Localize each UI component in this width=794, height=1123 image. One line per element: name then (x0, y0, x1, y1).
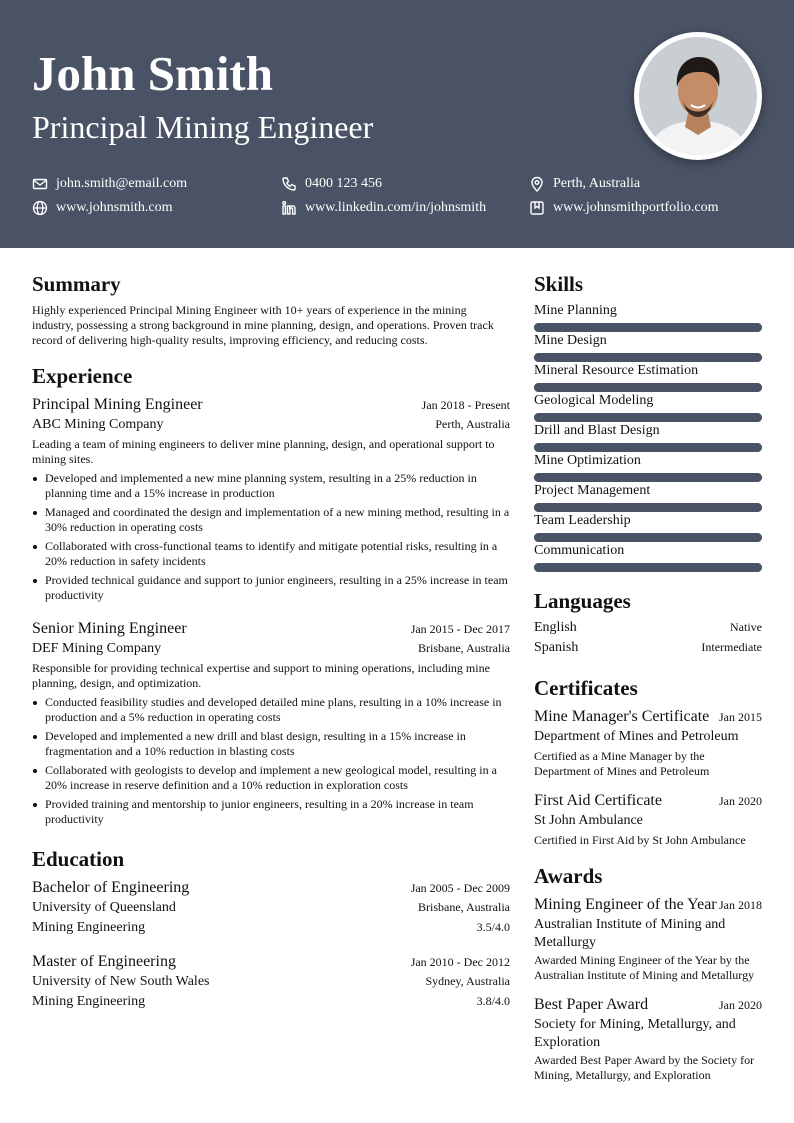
skill-fill (534, 503, 762, 512)
job-2-bullets (32, 695, 510, 831)
skill-bar (534, 443, 762, 452)
list-item: Provided training and mentorship to junior engineers, resulting in a 20% increase in team productivity (32, 797, 510, 827)
award-2-header (534, 995, 762, 1015)
award-1-header (534, 895, 762, 915)
award-name: Mining Engineer of the Year (534, 896, 717, 913)
skill-bar (534, 353, 762, 362)
portfolio-icon (529, 200, 545, 216)
contact-email[interactable] (32, 175, 187, 193)
edu-school: University of New South Wales (32, 974, 210, 989)
edu-school: University of Queensland (32, 900, 176, 915)
job-1-bullets (32, 471, 510, 607)
edu-2-field-row (32, 993, 510, 1011)
contact-linkedin-text: www.linkedin.com/in/johnsmith (305, 200, 487, 215)
skill-label: Mine Planning (534, 303, 617, 318)
skill-label: Mineral Resource Estimation (534, 363, 699, 378)
mail-icon (32, 176, 48, 192)
job-company: DEF Mining Company (32, 641, 162, 656)
edu-location: Sydney, Australia (425, 974, 510, 988)
contact-email-text: john.smith@email.com (56, 176, 188, 191)
edu-gpa: 3.5/4.0 (476, 920, 510, 934)
cert-date: Jan 2020 (719, 794, 762, 808)
skill-label: Team Leadership (534, 513, 631, 528)
cert-issuer: St John Ambulance (534, 813, 643, 828)
language-level: Native (730, 620, 762, 634)
skill-label: Mine Optimization (534, 453, 641, 468)
candidate-title: Principal Mining Engineer (32, 109, 374, 145)
job-location: Perth, Australia (435, 417, 510, 431)
skill-fill (534, 413, 762, 422)
languages-heading: Languages (534, 589, 631, 613)
job-role: Senior Mining Engineer (32, 620, 187, 637)
job-1-header (32, 395, 510, 415)
job-2-company-row (32, 640, 510, 658)
summary-text: Highly experienced Principal Mining Engineer with 10+ years of experience in the mining industry, possessing a strong background in mine planning, design, and operations. Proven track record of delivering high-quality results, improving efficiency, and reducing costs. (32, 303, 494, 347)
skill-bar (534, 533, 762, 542)
award-description: Awarded Best Paper Award by the Society for Mining, Metallurgy, and Exploration (534, 1053, 755, 1082)
list-item: Developed and implemented a new mine planning system, resulting in a 25% reduction in planning time and a 15% increase in production (32, 471, 510, 501)
list-item: Collaborated with geologists to develop and implement a new geological model, resulting in a 20% increase in reserve definition and a 10% reduction in exploration costs (32, 763, 510, 793)
edu-location: Brisbane, Australia (418, 900, 510, 914)
cert-name: Mine Manager's Certificate (534, 708, 710, 725)
award-name: Best Paper Award (534, 996, 649, 1013)
contact-linkedin[interactable] (281, 199, 486, 217)
language-row (534, 639, 762, 657)
edu-gpa: 3.8/4.0 (476, 994, 510, 1008)
job-1-company-row (32, 416, 510, 434)
language-level: Intermediate (701, 640, 762, 654)
skill-fill (534, 473, 762, 482)
cert-date: Jan 2015 (719, 710, 762, 724)
edu-1-field-row (32, 919, 510, 937)
resume-header (0, 0, 794, 248)
skill-bar (534, 383, 762, 392)
skill-label: Drill and Blast Design (534, 423, 660, 438)
language-row (534, 619, 762, 637)
skill-bar (534, 473, 762, 482)
skill-fill (534, 443, 762, 452)
skill-bar (534, 323, 762, 332)
edu-2-school-row (32, 973, 510, 991)
job-dates: Jan 2018 - Present (421, 398, 510, 412)
skill-label: Project Management (534, 483, 651, 498)
award-issuer: Society for Mining, Metallurgy, and Exploration (534, 1017, 736, 1050)
skill-fill (534, 533, 762, 542)
job-description: Leading a team of mining engineers to deliver mine planning, design, and operational support to mining sites. (32, 437, 495, 466)
cert-issuer: Department of Mines and Petroleum (534, 729, 739, 744)
award-description: Awarded Mining Engineer of the Year by the Australian Institute of Mining and Metallurgy (534, 953, 755, 982)
contact-portfolio-text: www.johnsmithportfolio.com (553, 200, 719, 215)
certificates-heading: Certificates (534, 676, 638, 700)
award-issuer: Australian Institute of Mining and Metallurgy (534, 917, 726, 950)
edu-1-school-row (32, 899, 510, 917)
edu-1-header (32, 878, 510, 898)
list-item: Provided technical guidance and support to junior engineers, resulting in a 25% increase in team productivity (32, 573, 510, 603)
skills-heading: Skills (534, 272, 584, 296)
cert-name: First Aid Certificate (534, 792, 662, 809)
contact-website[interactable] (32, 199, 173, 217)
edu-dates: Jan 2010 - Dec 2012 (410, 955, 510, 969)
skill-fill (534, 563, 762, 572)
skill-fill (534, 323, 762, 332)
skill-fill (534, 353, 762, 362)
skill-label: Mine Design (534, 333, 607, 348)
job-role: Principal Mining Engineer (32, 396, 203, 413)
experience-heading: Experience (32, 364, 133, 388)
cert-1-header (534, 707, 762, 727)
skill-bar (534, 563, 762, 572)
edu-dates: Jan 2005 - Dec 2009 (410, 881, 510, 895)
edu-field: Mining Engineering (32, 994, 146, 1009)
location-pin-icon (529, 176, 545, 192)
candidate-name: John Smith (32, 46, 274, 101)
award-date: Jan 2020 (719, 998, 762, 1012)
list-item: Developed and implemented a new drill and blast design, resulting in a 15% increase in fragmentation and a 10% reduction in blasting costs (32, 729, 510, 759)
language-name: Spanish (534, 640, 579, 655)
summary-heading: Summary (32, 272, 121, 296)
contact-website-text: www.johnsmith.com (56, 200, 173, 215)
list-item: Conducted feasibility studies and developed detailed mine plans, resulting in a 10% increase in production and a 5% reduction in operating costs (32, 695, 510, 725)
profile-photo-image (639, 37, 757, 155)
cert-description: Certified as a Mine Manager by the Department of Mines and Petroleum (534, 749, 710, 778)
profile-photo (634, 32, 762, 160)
contact-phone-text: 0400 123 456 (305, 176, 382, 191)
contact-portfolio[interactable] (529, 199, 719, 217)
list-item: Collaborated with cross-functional teams to identify and mitigate potential risks, resulting in a 20% reduction in safety incidents (32, 539, 510, 569)
edu-degree: Bachelor of Engineering (32, 879, 190, 896)
edu-degree: Master of Engineering (32, 953, 176, 970)
contact-location-text: Perth, Australia (553, 176, 641, 191)
skill-bar (534, 503, 762, 512)
contact-phone[interactable] (281, 175, 382, 193)
edu-2-header (32, 952, 510, 972)
job-company: ABC Mining Company (32, 417, 164, 432)
contact-location (529, 175, 640, 193)
linkedin-icon (281, 200, 297, 216)
phone-icon (281, 176, 297, 192)
skill-label: Communication (534, 543, 625, 558)
globe-icon (32, 200, 48, 216)
edu-field: Mining Engineering (32, 920, 146, 935)
skill-label: Geological Modeling (534, 393, 654, 408)
skill-bar (534, 413, 762, 422)
cert-description: Certified in First Aid by St John Ambulance (534, 833, 746, 847)
job-2-header (32, 619, 510, 639)
award-date: Jan 2018 (719, 898, 762, 912)
awards-heading: Awards (534, 864, 603, 888)
job-dates: Jan 2015 - Dec 2017 (410, 622, 510, 636)
cert-2-header (534, 791, 762, 811)
skill-fill (534, 383, 762, 392)
job-location: Brisbane, Australia (418, 641, 510, 655)
job-description: Responsible for providing technical expertise and support to mining operations, including mine planning, design, and optimization. (32, 661, 490, 690)
education-heading: Education (32, 847, 125, 871)
list-item: Managed and coordinated the design and implementation of a new mining method, resulting in a 30% reduction in operating costs (32, 505, 510, 535)
language-name: English (534, 620, 577, 635)
